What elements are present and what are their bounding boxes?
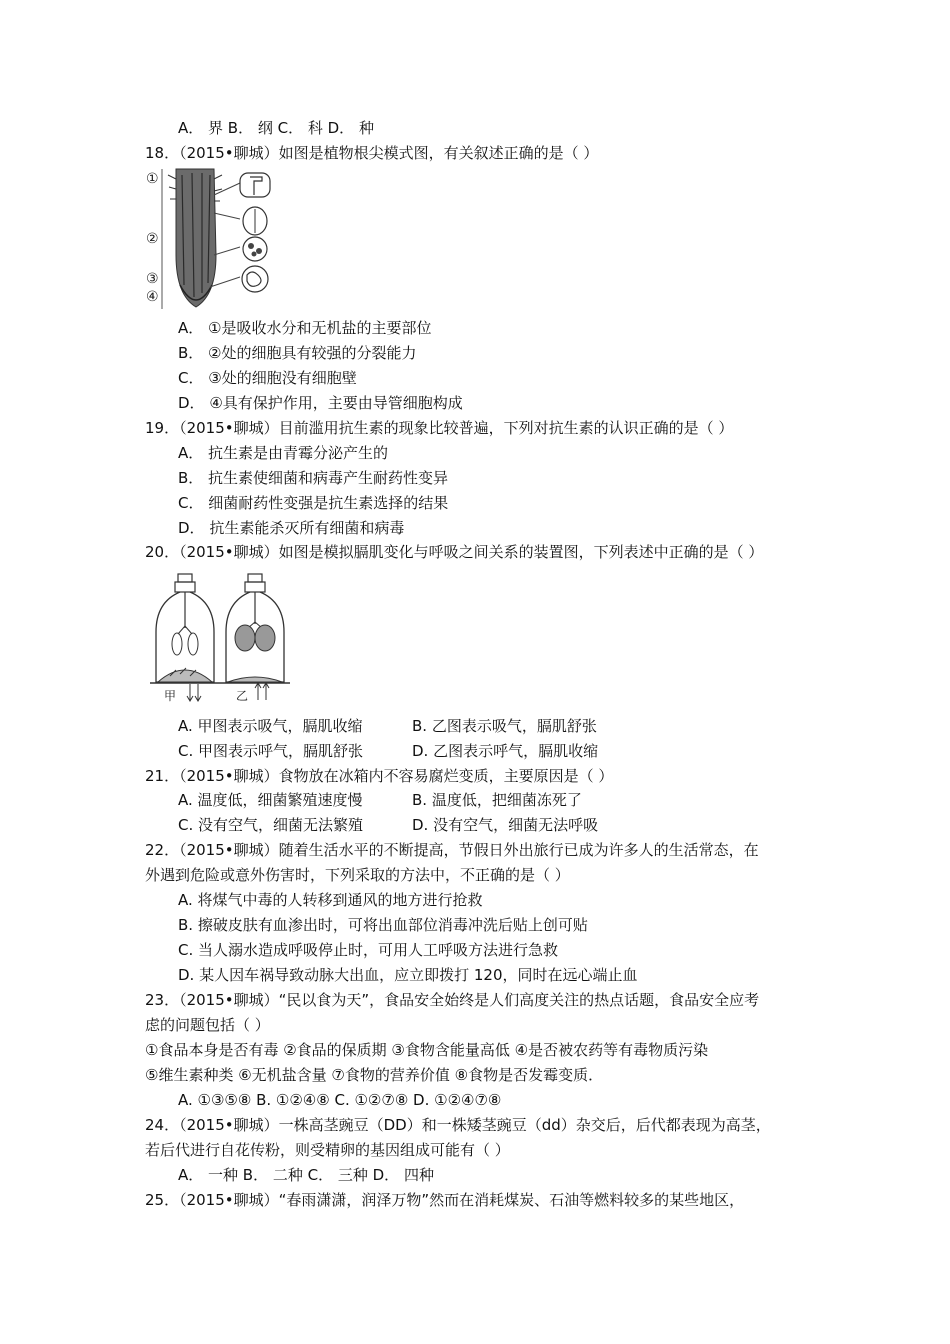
q20-option-d: D. 乙图表示呼气，膈肌收缩 <box>412 742 599 760</box>
q20-stem: 20．（2015•聊城）如图是模拟膈肌变化与呼吸之间关系的装置图，下列表述中正确的是（ ） <box>145 543 764 561</box>
jar-label-yi: 乙 <box>236 689 249 703</box>
bell-jar-jia <box>150 574 220 703</box>
q22-stem-continued: 外遇到危险或意外伤害时，下列采取的方法中，不正确的是（ ） <box>145 866 570 884</box>
q18-stem: 18．（2015•聊城）如图是植物根尖模式图，有关叙述正确的是（ ） <box>145 144 599 162</box>
root-label-4: ④ <box>146 289 159 305</box>
q21-stem: 21．（2015•聊城）食物放在冰箱内不容易腐烂变质，主要原因是（ ） <box>145 767 614 785</box>
q19-option-a: A． 抗生素是由青霉分泌产生的 <box>178 444 389 462</box>
q22-stem: 22．（2015•聊城）随着生活水平的不断提高，节假日外出旅行已成为许多人的生活常态，在 <box>145 841 759 859</box>
q20-option-a: A. 甲图表示吸气，膈肌收缩 <box>178 717 363 735</box>
q23-options: A. ①③⑤⑧ B. ①②④⑧ C. ①②⑦⑧ D. ①②④⑦⑧ <box>178 1091 502 1109</box>
q23-items-line-1: ①食品本身是否有毒 ②食品的保质期 ③食物含能量高低 ④是否被农药等有毒物质污染 <box>145 1041 709 1059</box>
q23-stem: 23．（2015•聊城）“民以食为天”，食品安全始终是人们高度关注的热点话题，食品安全应考 <box>145 991 760 1009</box>
meristem-cell-icon <box>243 237 267 261</box>
root-tip-figure <box>140 165 280 315</box>
q21-option-a: A. 温度低，细菌繁殖速度慢 <box>178 791 363 809</box>
q25-stem: 25．（2015•聊城）“春雨潇潇，润泽万物”然而在消耗煤炭、石油等燃料较多的某些地区， <box>145 1191 745 1209</box>
q23-items-line-2: ⑤维生素种类 ⑥无机盐含量 ⑦食物的营养价值 ⑧食物是否发霉变质． <box>145 1066 604 1084</box>
root-cap-cell-icon <box>242 266 268 292</box>
q24-options: A． 一种 B． 二种 C． 三种 D． 四种 <box>178 1166 434 1184</box>
q20-option-c: C. 甲图表示呼气，膈肌舒张 <box>178 742 364 760</box>
bell-jar-yi <box>220 574 290 703</box>
q22-option-a: A. 将煤气中毒的人转移到通风的地方进行抢救 <box>178 891 483 909</box>
q22-option-c: C. 当人溺水造成呼吸停止时，可用人工呼吸方法进行急救 <box>178 941 559 959</box>
q24-stem: 24．（2015•聊城）一株高茎豌豆（DD）和一株矮茎豌豆（dd）杂交后，后代都表现为高茎， <box>145 1116 771 1134</box>
q18-option-b: B． ②处的细胞具有较强的分裂能力 <box>178 344 417 362</box>
q19-option-c: C． 细菌耐药性变强是抗生素选择的结果 <box>178 494 449 512</box>
root-label-2: ② <box>146 231 159 247</box>
q22-option-d: D. 某人因车祸导致动脉大出血，应立即拨打 120，同时在远心端止血 <box>178 966 638 984</box>
q22-option-b: B. 擦破皮肤有血渗出时，可将出血部位消毒冲洗后贴上创可贴 <box>178 916 588 934</box>
q19-option-d: D． 抗生素能杀灭所有细菌和病毒 <box>178 519 405 537</box>
q23-stem-continued: 虑的问题包括（ ） <box>145 1016 270 1034</box>
root-label-1: ① <box>146 171 159 187</box>
q21-option-b: B. 温度低，把细菌冻死了 <box>412 791 582 809</box>
q21-option-c: C. 没有空气，细菌无法繁殖 <box>178 816 364 834</box>
q18-option-d: D． ④具有保护作用，主要由导管细胞构成 <box>178 394 463 412</box>
q19-stem: 19．（2015•聊城）目前滥用抗生素的现象比较普遍，下列对抗生素的认识正确的是（ ） <box>145 419 734 437</box>
q17-options: A． 界 B． 纲 C． 科 D． 种 <box>178 119 374 137</box>
root-label-3: ③ <box>146 271 159 287</box>
q18-option-c: C． ③处的细胞没有细胞壁 <box>178 369 357 387</box>
bell-jar-figure <box>150 572 290 704</box>
q21-option-d: D. 没有空气，细菌无法呼吸 <box>412 816 599 834</box>
q18-option-a: A． ①是吸收水分和无机盐的主要部位 <box>178 319 432 337</box>
q20-option-b: B. 乙图表示吸气，膈肌舒张 <box>412 717 597 735</box>
q24-stem-continued: 若后代进行自花传粉，则受精卵的基因组成可能有（ ） <box>145 1141 510 1159</box>
jar-label-jia: 甲 <box>164 689 177 703</box>
q19-option-b: B． 抗生素使细菌和病毒产生耐药性变异 <box>178 469 449 487</box>
